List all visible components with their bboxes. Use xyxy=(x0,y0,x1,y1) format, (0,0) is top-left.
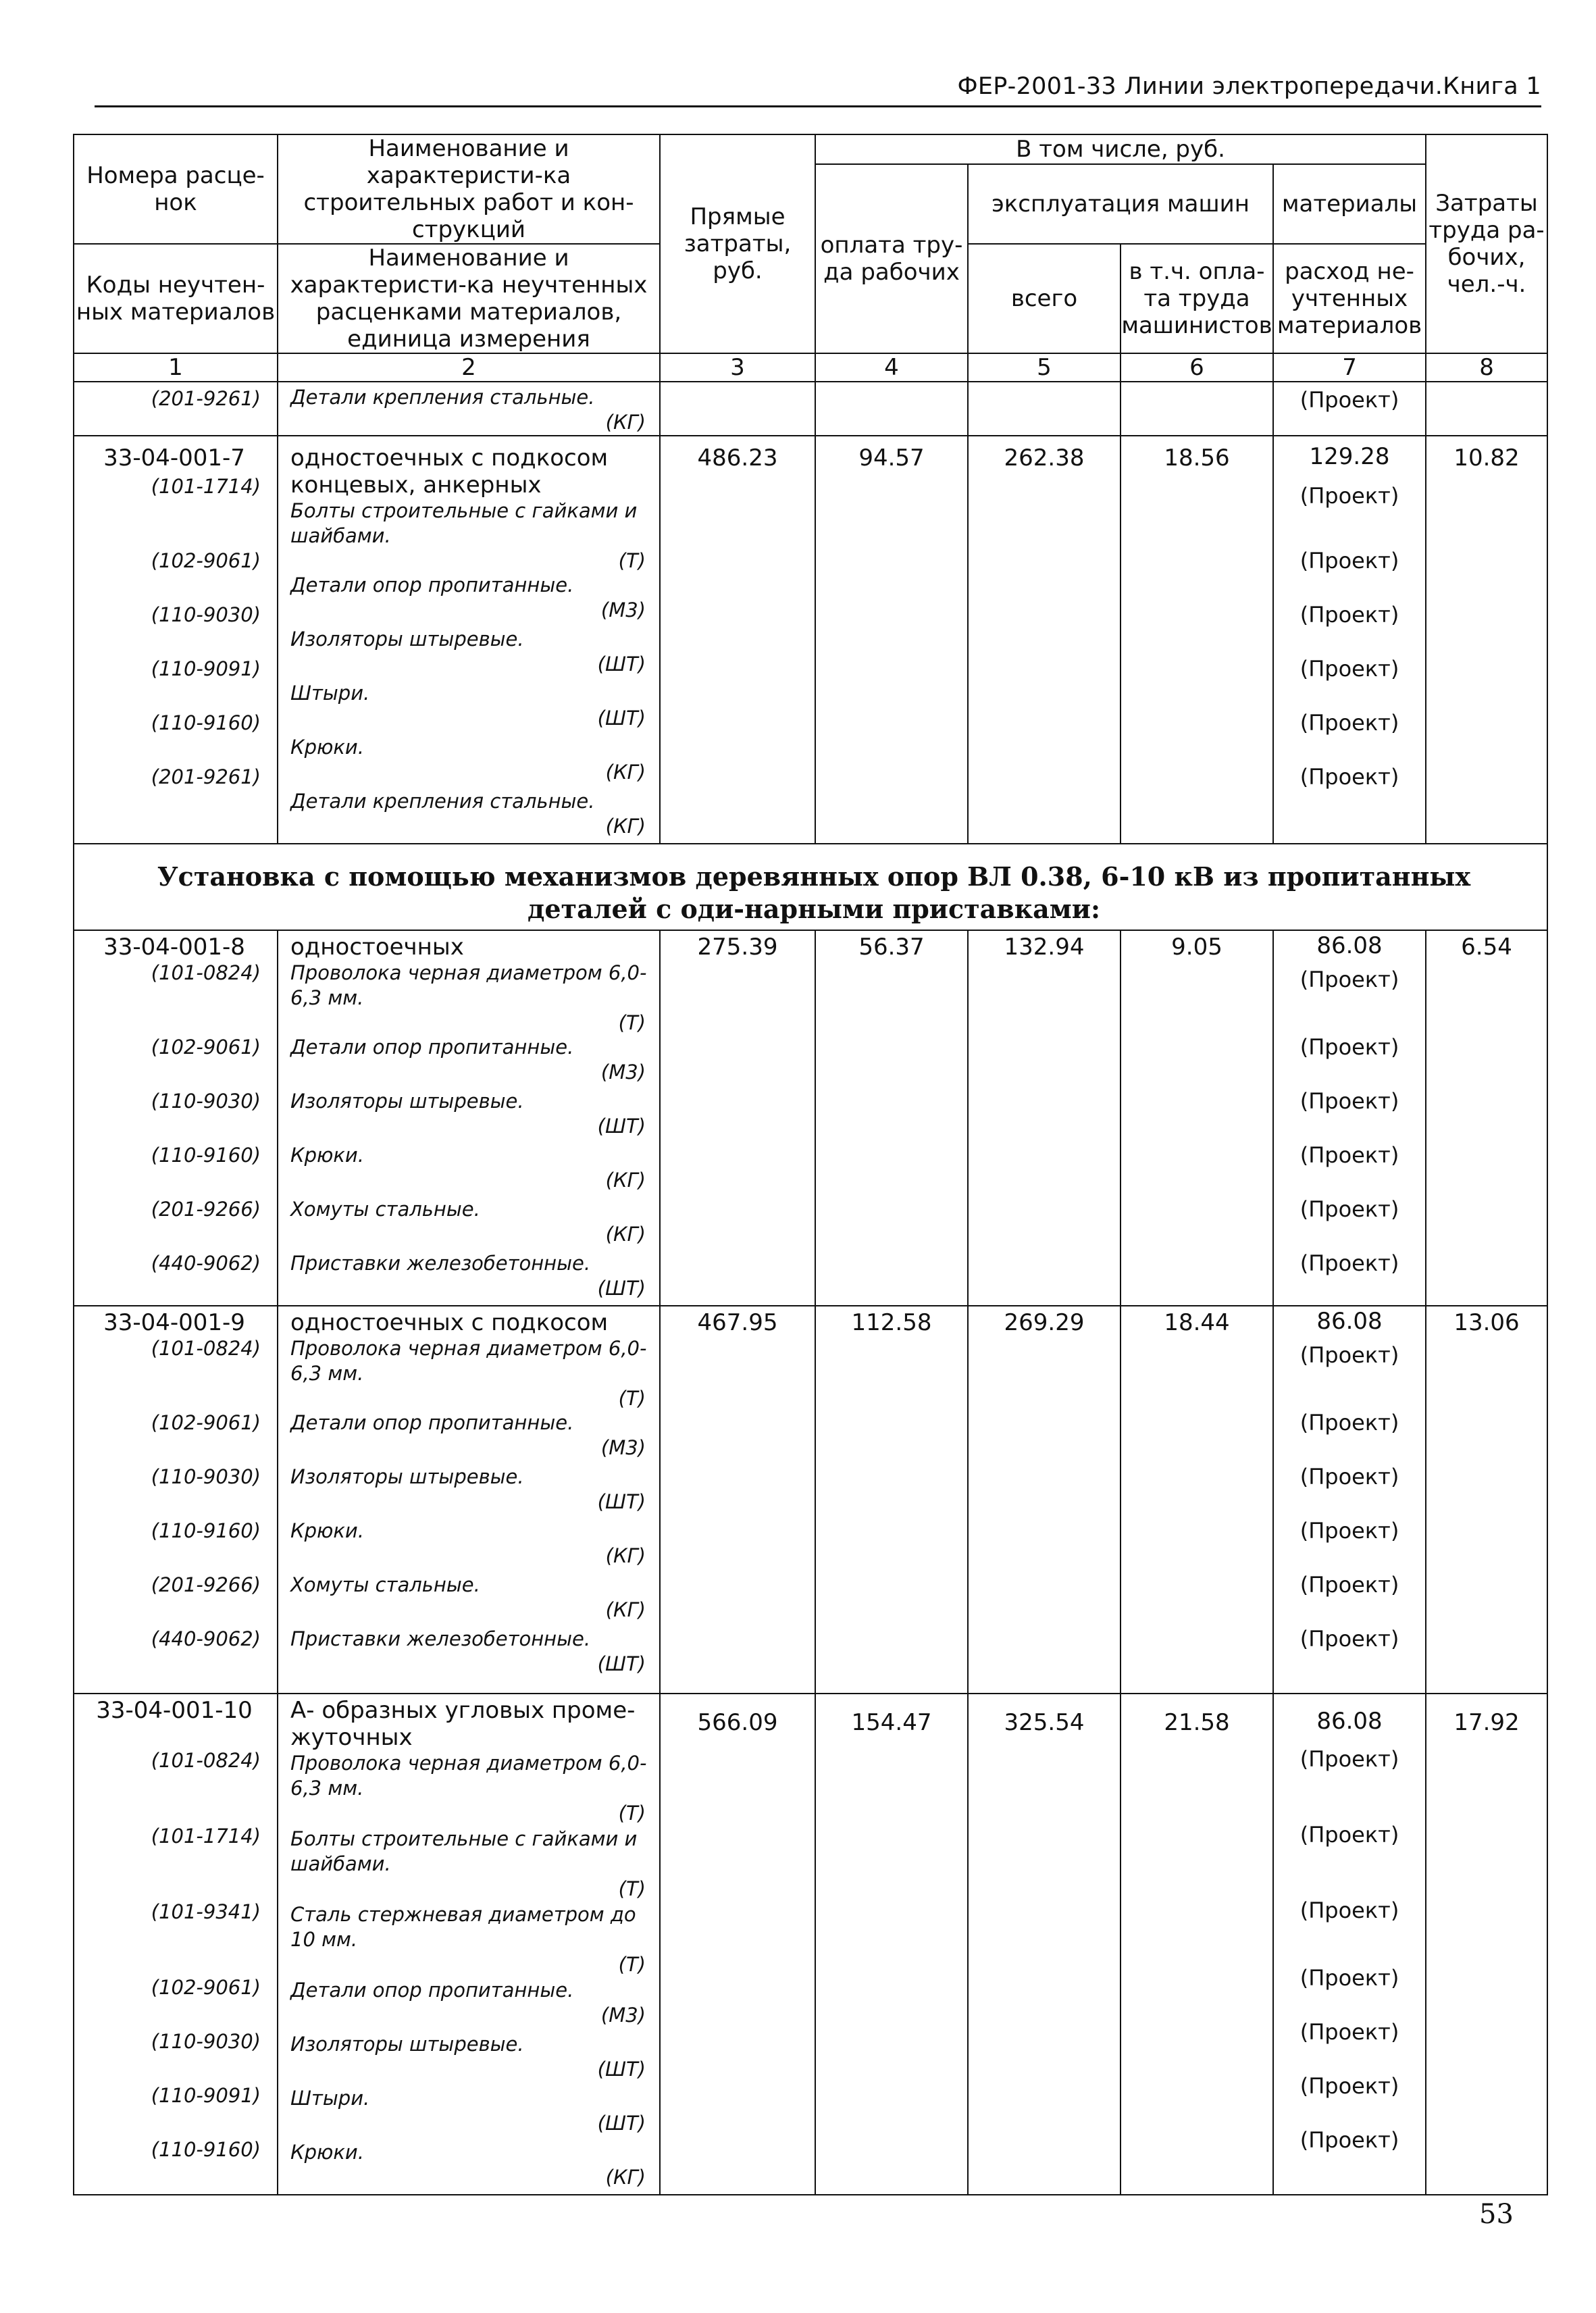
material-unit: (Т) xyxy=(618,1877,646,1900)
material-code: (201-9261) xyxy=(151,387,261,410)
materials-cost: 129.28 xyxy=(1309,443,1390,470)
material-code: (110-9091) xyxy=(151,2084,261,2107)
machinist-wage: 18.44 xyxy=(1121,1306,1273,1694)
price-table xyxy=(73,134,1548,2195)
col2-header-works: Наименование и характеристи-ка строительных работ и кон-струкций xyxy=(278,134,660,244)
material-name: Приставки железобетонные. xyxy=(290,1627,591,1650)
material-name: Крюки. xyxy=(290,736,364,759)
labor-cost: 10.82 xyxy=(1426,436,1547,844)
material-name: Изоляторы штыревые. xyxy=(290,1465,524,1488)
material-amount: (Проект) xyxy=(1299,602,1399,628)
header-machines: эксплуатация машин xyxy=(968,164,1273,244)
material-code: (101-1714) xyxy=(151,1825,261,1848)
material-amount: (Проект) xyxy=(1299,1342,1399,1368)
material-code: (110-9160) xyxy=(151,2138,261,2161)
material-amount: (Проект) xyxy=(1299,1822,1399,1848)
header-including: В том числе, руб. xyxy=(815,134,1426,164)
material-code: (102-9061) xyxy=(151,1411,261,1434)
material-code: (110-9160) xyxy=(151,1519,261,1542)
material-name: Проволока черная диаметром 6,0-6,3 мм. xyxy=(290,1337,647,1385)
worker-wage: 56.37 xyxy=(815,930,968,1306)
col-num-8: 8 xyxy=(1426,353,1547,382)
material-unit: (Т) xyxy=(618,549,646,572)
material-name: Детали опор пропитанные. xyxy=(290,1036,574,1059)
material-unit: (КГ) xyxy=(605,2166,646,2189)
material-name: Крюки. xyxy=(290,1144,364,1167)
material-amount: (Проект) xyxy=(1299,1034,1399,1060)
material-code: (110-9160) xyxy=(151,711,261,734)
material-name: Детали опор пропитанные. xyxy=(290,1979,574,2002)
labor-cost: 13.06 xyxy=(1426,1306,1547,1694)
material-unit: (ШТ) xyxy=(597,653,646,676)
material-name: Хомуты стальные. xyxy=(290,1573,480,1596)
material-amount: (Проект) xyxy=(1299,2127,1399,2153)
col6-header-mach-wage: в т.ч. опла-та труда машинистов xyxy=(1121,244,1273,353)
material-unit: (М3) xyxy=(600,1061,646,1084)
direct-cost: 275.39 xyxy=(660,930,815,1306)
material-code: (110-9030) xyxy=(151,2030,261,2053)
material-amount: (Проект) xyxy=(1299,1250,1399,1276)
material-code: (110-9030) xyxy=(151,1090,261,1113)
material-amount: (Проект) xyxy=(1299,967,1399,992)
machine-total: 325.54 xyxy=(968,1694,1121,2195)
material-code: (201-9266) xyxy=(151,1573,261,1596)
machine-total: 269.29 xyxy=(968,1306,1121,1694)
labor-cost: 17.92 xyxy=(1426,1694,1547,2195)
material-name: Болты строительные с гайками и шайбами. xyxy=(290,499,638,547)
material-name: Детали крепления стальные. xyxy=(290,386,595,409)
material-unit: (ШТ) xyxy=(597,2112,646,2135)
material-amount: (Проект) xyxy=(1299,710,1399,736)
material-amount: (Проект) xyxy=(1299,1626,1399,1652)
direct-cost: 486.23 xyxy=(660,436,815,844)
col5-header-total: всего xyxy=(968,244,1121,353)
col-num-4: 4 xyxy=(815,353,968,382)
col1-header-codes: Коды неучтен-ных материалов xyxy=(74,244,278,353)
material-unit: (М3) xyxy=(600,2004,646,2027)
material-name: Детали крепления стальные. xyxy=(290,790,595,813)
material-name: Болты строительные с гайками и шайбами. xyxy=(290,1827,638,1875)
material-unit: (КГ) xyxy=(605,761,646,784)
table-row xyxy=(74,382,278,436)
material-code: (201-9266) xyxy=(151,1198,261,1221)
material-amount: (Проект) xyxy=(1299,1088,1399,1114)
direct-cost: 467.95 xyxy=(660,1306,815,1694)
material-unit: (М3) xyxy=(600,1436,646,1459)
rate-name: одностоечных xyxy=(290,934,464,961)
machine-total: 262.38 xyxy=(968,436,1121,844)
material-amount: (Проект) xyxy=(1299,2019,1399,2045)
rate-code: 33-04-001-9 xyxy=(103,1309,245,1336)
material-amount: (Проект) xyxy=(1299,1464,1399,1490)
material-unit: (ШТ) xyxy=(597,1277,646,1300)
material-name: Крюки. xyxy=(290,2141,364,2164)
col-num-7: 7 xyxy=(1273,353,1426,382)
material-unit: (КГ) xyxy=(605,411,646,434)
material-unit: (ШТ) xyxy=(597,2058,646,2081)
material-unit: (КГ) xyxy=(605,1544,646,1567)
material-unit: (ШТ) xyxy=(597,707,646,730)
material-code: (102-9061) xyxy=(151,1036,261,1059)
col-num-1: 1 xyxy=(74,353,278,382)
material-unit: (КГ) xyxy=(605,1598,646,1621)
rate-name: одностоечных с подкосом концевых, анкерных xyxy=(290,444,609,499)
direct-cost: 566.09 xyxy=(660,1694,815,2195)
material-code: (101-0824) xyxy=(151,1749,261,1772)
section-title: Установка с помощью механизмов деревянных опор ВЛ 0.38, 6-10 кВ из пропитанных деталей с оди-нарными приставками: xyxy=(74,844,1547,930)
header-rule xyxy=(95,105,1541,107)
col7-header-mat-use: расход не-учтенных материалов xyxy=(1273,244,1426,353)
material-code: (102-9061) xyxy=(151,1976,261,1999)
material-unit: (Т) xyxy=(618,1953,646,1976)
material-amount: (Проект) xyxy=(1299,1196,1399,1222)
material-amount: (Проект) xyxy=(1299,656,1399,682)
material-code: (101-0824) xyxy=(151,1337,261,1360)
material-name: Штыри. xyxy=(290,682,370,705)
materials-cost: 86.08 xyxy=(1316,1308,1383,1335)
machinist-wage: 9.05 xyxy=(1121,930,1273,1306)
rate-code: 33-04-001-10 xyxy=(96,1697,253,1724)
material-name: Проволока черная диаметром 6,0-6,3 мм. xyxy=(290,1752,647,1800)
material-name: Изоляторы штыревые. xyxy=(290,2033,524,2056)
material-amount: (Проект) xyxy=(1299,1746,1399,1772)
material-code: (102-9061) xyxy=(151,549,261,572)
material-amount: (Проект) xyxy=(1299,2073,1399,2099)
material-name: Проволока черная диаметром 6,0-6,3 мм. xyxy=(290,961,647,1009)
material-name: Штыри. xyxy=(290,2087,370,2110)
col3-header-direct: Прямые затраты, руб. xyxy=(660,134,815,353)
material-name: Сталь стержневая диаметром до 10 мм. xyxy=(290,1903,636,1951)
col4-header-wage: оплата тру-да рабочих xyxy=(815,164,968,353)
material-unit: (Т) xyxy=(618,1387,646,1410)
material-code: (101-1714) xyxy=(151,475,261,498)
material-code: (101-0824) xyxy=(151,961,261,984)
material-code: (201-9261) xyxy=(151,765,261,788)
material-unit: (КГ) xyxy=(605,815,646,838)
col-num-3: 3 xyxy=(660,353,815,382)
material-unit: (КГ) xyxy=(605,1223,646,1246)
col2-header-materials: Наименование и характеристи-ка неучтенных расценками материалов, единица измерения xyxy=(278,244,660,353)
rate-name: одностоечных с подкосом xyxy=(290,1309,609,1336)
machinist-wage: 18.56 xyxy=(1121,436,1273,844)
material-amount: (Проект) xyxy=(1299,548,1399,574)
material-code: (440-9062) xyxy=(151,1252,261,1275)
material-name: Крюки. xyxy=(290,1519,364,1542)
material-amount: (Проект) xyxy=(1299,1410,1399,1435)
material-unit: (Т) xyxy=(618,1802,646,1825)
worker-wage: 154.47 xyxy=(815,1694,968,2195)
rate-code: 33-04-001-8 xyxy=(103,934,245,961)
col8-header-labor: Затраты труда ра-бочих, чел.-ч. xyxy=(1426,134,1547,353)
material-unit: (М3) xyxy=(600,599,646,621)
material-code: (110-9160) xyxy=(151,1144,261,1167)
materials-cost: 86.08 xyxy=(1316,1708,1383,1735)
material-amount: (Проект) xyxy=(1299,1142,1399,1168)
col-num-5: 5 xyxy=(968,353,1121,382)
worker-wage: 94.57 xyxy=(815,436,968,844)
material-name: Приставки железобетонные. xyxy=(290,1252,591,1275)
material-name: Изоляторы штыревые. xyxy=(290,1090,524,1113)
worker-wage: 112.58 xyxy=(815,1306,968,1694)
material-amount: (Проект) xyxy=(1299,1898,1399,1923)
material-unit: (ШТ) xyxy=(597,1490,646,1513)
material-name: Изоляторы штыревые. xyxy=(290,628,524,651)
materials-cost: 86.08 xyxy=(1316,932,1383,959)
page-number: 53 xyxy=(1479,2199,1514,2230)
labor-cost: 6.54 xyxy=(1426,930,1547,1306)
material-name: Детали опор пропитанные. xyxy=(290,574,574,596)
material-code: (110-9030) xyxy=(151,603,261,626)
material-unit: (Т) xyxy=(618,1011,646,1034)
material-code: (110-9030) xyxy=(151,1465,261,1488)
material-amount: (Проект) xyxy=(1299,1965,1399,1991)
material-unit: (ШТ) xyxy=(597,1652,646,1675)
header-materials: материалы xyxy=(1273,164,1426,244)
material-code: (440-9062) xyxy=(151,1627,261,1650)
material-unit: (ШТ) xyxy=(597,1115,646,1138)
material-amount: (Проект) xyxy=(1299,764,1399,790)
col-num-2: 2 xyxy=(278,353,660,382)
rate-code: 33-04-001-7 xyxy=(103,444,245,472)
material-amount: (Проект) xyxy=(1299,387,1399,413)
material-name: Хомуты стальные. xyxy=(290,1198,480,1221)
col1-header-rates: Номера расце-нок xyxy=(74,134,278,244)
material-amount: (Проект) xyxy=(1299,1572,1399,1598)
material-unit: (КГ) xyxy=(605,1169,646,1192)
material-amount: (Проект) xyxy=(1299,1518,1399,1544)
material-code: (110-9091) xyxy=(151,657,261,680)
rate-name: А- образных угловых проме-жуточных xyxy=(290,1697,636,1751)
material-amount: (Проект) xyxy=(1299,483,1399,509)
col-num-6: 6 xyxy=(1121,353,1273,382)
machinist-wage: 21.58 xyxy=(1121,1694,1273,2195)
running-header: ФЕР-2001-33 Линии электропередачи.Книга 1 xyxy=(957,73,1541,100)
material-code: (101-9341) xyxy=(151,1900,261,1923)
machine-total: 132.94 xyxy=(968,930,1121,1306)
material-name: Детали опор пропитанные. xyxy=(290,1411,574,1434)
